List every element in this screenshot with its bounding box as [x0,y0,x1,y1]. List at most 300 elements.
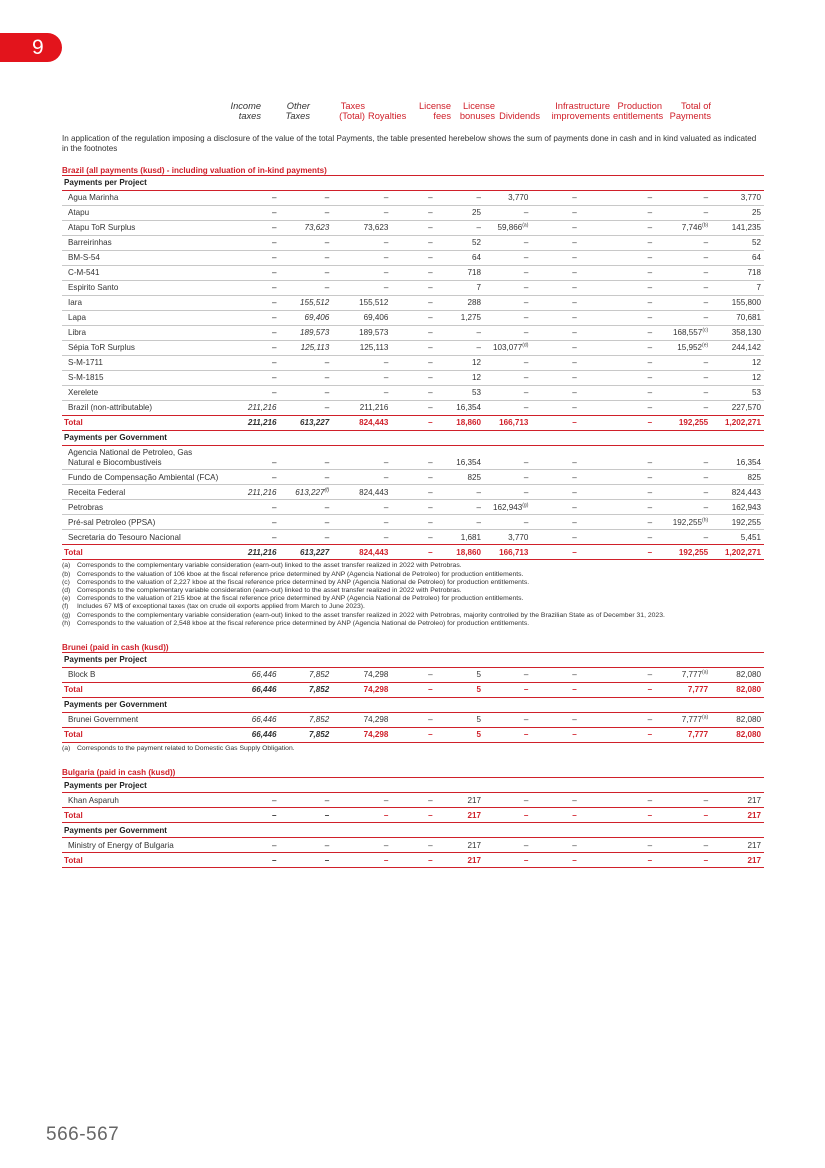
cell-value: – [484,793,531,808]
cell-value: – [580,311,655,326]
cell-value: 824,443 [332,416,391,431]
cell-value: – [580,683,655,698]
cell-value: – [391,251,435,266]
cell-value: – [531,713,579,728]
cell-value: – [391,485,435,500]
cell-value: – [391,683,435,698]
row-label: Agencia National de Petroleo, Gas Natural e Biocombustiveis [62,446,224,470]
total-row [62,416,764,431]
cell-value: – [484,266,531,281]
cell-value: – [224,446,280,470]
cell-value: – [580,191,655,206]
cell-value: – [391,281,435,296]
sections-container [62,166,764,868]
row-label: Total [62,853,224,868]
cell-value: – [580,296,655,311]
cell-value: – [224,251,280,266]
table-row [62,838,764,853]
cell-value: – [580,808,655,823]
cell-value: 12 [711,356,764,371]
cell-value: 74,298 [332,713,391,728]
cell-value: – [655,206,711,221]
cell-value: 155,512 [332,296,391,311]
group-header-row [62,176,764,191]
cell-value: – [484,713,531,728]
cell-value: – [580,853,655,868]
table-row [62,485,764,500]
cell-value: – [531,221,579,236]
chapter-badge: 9 [0,33,62,62]
cell-value: – [531,416,579,431]
cell-value: – [332,356,391,371]
cell-value: 7,852 [279,728,332,743]
column-header: Production entitlements [613,101,664,121]
payments-table [62,175,764,560]
total-row [62,808,764,823]
cell-value: – [655,401,711,416]
cell-value: – [436,485,484,500]
cell-value: – [391,530,435,545]
footnote-marker: (c) [702,327,709,334]
column-header: Taxes (Total) [339,101,365,121]
row-label: Khan Asparuh [62,793,224,808]
cell-value: – [279,500,332,515]
cell-value: – [531,793,579,808]
cell-value: – [531,500,579,515]
cell-value: – [391,545,435,560]
cell-value: 70,681 [711,311,764,326]
cell-value: 217 [436,808,484,823]
group-label: Payments per Government [62,698,764,713]
cell-value: 53 [436,386,484,401]
cell-value: 7,777$^{(a)}$ [655,668,711,683]
table-row [62,281,764,296]
cell-value: – [580,281,655,296]
cell-value: 12 [436,371,484,386]
payments-report [62,97,764,868]
row-label: Secretaria do Tesouro Nacional [62,530,224,545]
total-row [62,728,764,743]
cell-value: 59,866$^{(a)}$ [484,221,531,236]
cell-value: – [391,326,435,341]
cell-value: 192,255 [655,416,711,431]
cell-value: 824,443 [711,485,764,500]
cell-value: 192,255 [711,515,764,530]
column-header: Infrastructure improvements [551,101,610,121]
row-label: Barreirinhas [62,236,224,251]
cell-value: 53 [711,386,764,401]
table-row [62,793,764,808]
cell-value: – [531,236,579,251]
cell-value: 3,770 [484,530,531,545]
cell-value: – [332,515,391,530]
table-row [62,326,764,341]
cell-value: – [279,470,332,485]
footnote: (c) Corresponds to the valuation of 2,227 kboe at the fiscal reference price determined by ANP (Agencia National de Petroleo) for production entitlements. [62,578,530,586]
cell-value: – [332,446,391,470]
cell-value: – [531,668,579,683]
cell-value: – [484,485,531,500]
cell-value: – [436,515,484,530]
cell-value: – [391,728,435,743]
cell-value: – [224,515,280,530]
row-label: Total [62,416,224,431]
cell-value: – [655,356,711,371]
group-label: Payments per Project [62,653,764,668]
section-title: Brunei (paid in cash (kusd)) [62,643,169,653]
cell-value: – [484,838,531,853]
cell-value: – [391,191,435,206]
cell-value: 74,298 [332,683,391,698]
cell-value: 66,446 [224,683,280,698]
cell-value: – [655,386,711,401]
table-row [62,341,764,356]
cell-value: – [580,326,655,341]
row-label: Iara [62,296,224,311]
table-row [62,251,764,266]
cell-value: – [484,206,531,221]
group-header-row [62,823,764,838]
row-label: Petrobras [62,500,224,515]
cell-value: – [391,356,435,371]
cell-value: 217 [436,838,484,853]
cell-value: 227,570 [711,401,764,416]
cell-value: – [531,356,579,371]
cell-value: 189,573 [279,326,332,341]
cell-value: 718 [436,266,484,281]
row-label: Ministry of Energy of Bulgaria [62,838,224,853]
cell-value: 162,943$^{(g)}$ [484,500,531,515]
cell-value: – [224,371,280,386]
cell-value: – [391,341,435,356]
cell-value: – [436,221,484,236]
cell-value: – [391,515,435,530]
cell-value: – [391,668,435,683]
cell-value: – [224,356,280,371]
cell-value: – [484,728,531,743]
cell-value: 141,235 [711,221,764,236]
total-row [62,545,764,560]
section-title: Bulgaria (paid in cash (kusd)) [62,768,176,778]
cell-value: 16,354 [711,446,764,470]
cell-value: – [580,838,655,853]
cell-value: – [391,386,435,401]
cell-value: – [655,281,711,296]
cell-value: – [580,371,655,386]
cell-value: – [279,853,332,868]
cell-value: – [655,808,711,823]
cell-value: 1,202,271 [711,416,764,431]
cell-value: 825 [711,470,764,485]
table-row [62,206,764,221]
cell-value: – [279,371,332,386]
cell-value: – [391,838,435,853]
table-row [62,446,764,470]
cell-value: – [436,500,484,515]
cell-value: 15,952$^{(e)}$ [655,341,711,356]
cell-value: – [531,838,579,853]
cell-value: 1,275 [436,311,484,326]
column-header: Dividends [499,111,540,121]
cell-value: 162,943 [711,500,764,515]
cell-value: – [332,371,391,386]
table-row [62,191,764,206]
cell-value: – [279,401,332,416]
cell-value: 613,227 [279,416,332,431]
group-label: Payments per Project [62,176,764,191]
cell-value: – [580,793,655,808]
footnote: (h) Corresponds to the valuation of 2,548 kboe at the fiscal reference price determined by ANP (Agencia National de Petroleo) for production entitlements. [62,619,530,627]
cell-value: 7 [436,281,484,296]
cell-value: 69,406 [279,311,332,326]
cell-value: 211,216 [332,401,391,416]
cell-value: – [655,853,711,868]
cell-value: – [436,326,484,341]
cell-value: 192,255 [655,545,711,560]
cell-value: – [332,386,391,401]
cell-value: – [484,236,531,251]
cell-value: – [531,808,579,823]
cell-value: – [484,356,531,371]
cell-value: 3,770 [711,191,764,206]
cell-value: 82,080 [711,668,764,683]
cell-value: – [391,713,435,728]
cell-value: – [655,311,711,326]
cell-value: – [655,371,711,386]
cell-value: – [279,266,332,281]
cell-value: 211,216 [224,401,280,416]
cell-value: – [580,356,655,371]
cell-value: 125,113 [279,341,332,356]
cell-value: – [436,191,484,206]
cell-value: – [655,266,711,281]
cell-value: – [391,206,435,221]
cell-value: 192,255$^{(h)}$ [655,515,711,530]
footnote: (d) Corresponds to the complementary variable consideration (earn-out) linked to the asset transfer realized in 2022 with Petrobras. [62,587,462,595]
cell-value: – [224,191,280,206]
cell-value: – [224,221,280,236]
cell-value: 5 [436,683,484,698]
cell-value: – [580,530,655,545]
table-row [62,470,764,485]
table-row [62,515,764,530]
payments-table [62,777,764,868]
cell-value: 244,142 [711,341,764,356]
cell-value: 1,681 [436,530,484,545]
cell-value: – [580,236,655,251]
cell-value: 12 [436,356,484,371]
cell-value: – [531,341,579,356]
cell-value: – [332,793,391,808]
cell-value: – [531,470,579,485]
cell-value: 7 [711,281,764,296]
column-headers [62,97,764,121]
cell-value: 7,777 [655,728,711,743]
cell-value: 73,623 [279,221,332,236]
footnote-marker: (g) [522,502,529,509]
cell-value: – [580,500,655,515]
cell-value: 211,216 [224,485,280,500]
cell-value: – [224,500,280,515]
table-row [62,530,764,545]
cell-value: – [279,281,332,296]
cell-value: – [580,206,655,221]
cell-value: – [531,281,579,296]
cell-value: – [580,545,655,560]
cell-value: – [531,296,579,311]
row-label: Total [62,728,224,743]
table-row [62,266,764,281]
row-label: Libra [62,326,224,341]
column-header: License fees [418,101,451,121]
cell-value: 166,713 [484,545,531,560]
cell-value: – [484,446,531,470]
cell-value: – [531,311,579,326]
footnotes [62,745,764,753]
cell-value: – [531,545,579,560]
cell-value: – [224,296,280,311]
cell-value: – [391,371,435,386]
cell-value: – [580,728,655,743]
cell-value: 18,860 [436,416,484,431]
cell-value: – [655,530,711,545]
cell-value: – [279,838,332,853]
cell-value: – [484,326,531,341]
cell-value: – [391,416,435,431]
cell-value: – [484,371,531,386]
row-label: S-M-1711 [62,356,224,371]
cell-value: – [655,236,711,251]
page-number: 566-567 [46,1124,120,1145]
cell-value: 1,202,271 [711,545,764,560]
cell-value: – [580,470,655,485]
cell-value: – [531,530,579,545]
cell-value: 69,406 [332,311,391,326]
footnote-marker: (a) [522,222,529,229]
cell-value: 82,080 [711,683,764,698]
cell-value: 52 [436,236,484,251]
footnote-marker: (d) [522,342,529,349]
cell-value: – [391,446,435,470]
row-label: Xerelete [62,386,224,401]
footnote-marker: (a) [702,669,709,676]
cell-value: 211,216 [224,545,280,560]
cell-value: – [655,296,711,311]
row-label: Sépia ToR Surplus [62,341,224,356]
cell-value: – [655,500,711,515]
cell-value: – [332,266,391,281]
footnote: (e) Corresponds to the valuation of 215 kboe at the fiscal reference price determined by ANP (Agencia National de Petroleo) for production entitlements. [62,595,524,603]
cell-value: – [580,416,655,431]
table-row [62,386,764,401]
column-header: License bonuses [459,101,495,121]
cell-value: – [332,236,391,251]
row-label: Espirito Santo [62,281,224,296]
cell-value: – [279,793,332,808]
row-label: C-M-541 [62,266,224,281]
cell-value: – [531,191,579,206]
cell-value: – [580,713,655,728]
cell-value: – [580,386,655,401]
row-label: Receita Federal [62,485,224,500]
table-row [62,311,764,326]
row-label: Lapa [62,311,224,326]
payments-table [62,652,764,743]
cell-value: 7,852 [279,683,332,698]
cell-value: 217 [711,808,764,823]
cell-value: – [531,386,579,401]
cell-value: 103,077$^{(d)}$ [484,341,531,356]
cell-value: 18,860 [436,545,484,560]
footnote-marker: (f) [324,487,330,494]
cell-value: – [531,251,579,266]
footnote: (f) Includes 67 M$ of exceptional taxes (tax on crude oil exports applied from March to June 2023). [62,603,365,611]
cell-value: – [436,341,484,356]
cell-value: 52 [711,236,764,251]
intro-text: In application of the regulation imposing a disclosure of the value of the total Payments, the table presented herebelow shows the sum of payments done in cash and in kind valuated as indicated in the footnotes [62,134,757,153]
row-label: Atapu ToR Surplus [62,221,224,236]
cell-value: 7,777 [655,683,711,698]
cell-value: – [224,808,280,823]
cell-value: – [279,191,332,206]
cell-value: – [224,236,280,251]
cell-value: 217 [436,853,484,868]
cell-value: – [224,206,280,221]
row-label: Agua Marinha [62,191,224,206]
cell-value: 613,227 [279,545,332,560]
cell-value: 155,800 [711,296,764,311]
table-row [62,236,764,251]
cell-value: 824,443 [332,545,391,560]
cell-value: – [391,311,435,326]
cell-value: – [224,530,280,545]
cell-value: 211,216 [224,416,280,431]
cell-value: 217 [711,853,764,868]
cell-value: – [484,311,531,326]
cell-value: – [531,401,579,416]
cell-value: 82,080 [711,728,764,743]
cell-value: – [580,668,655,683]
row-label: Brunei Government [62,713,224,728]
cell-value: – [279,236,332,251]
table-row [62,500,764,515]
cell-value: – [484,386,531,401]
column-header: Other Taxes [285,101,310,121]
cell-value: 718 [711,266,764,281]
cell-value: – [279,530,332,545]
row-label: Total [62,683,224,698]
cell-value: – [484,470,531,485]
cell-value: 5,451 [711,530,764,545]
cell-value: – [484,853,531,868]
cell-value: – [224,266,280,281]
group-label: Payments per Project [62,778,764,793]
cell-value: – [531,515,579,530]
row-label: S-M-1815 [62,371,224,386]
cell-value: – [531,485,579,500]
column-header: Royalties [368,111,407,121]
group-label: Payments per Government [62,823,764,838]
cell-value: – [484,683,531,698]
cell-value: – [531,326,579,341]
cell-value: – [332,251,391,266]
cell-value: 125,113 [332,341,391,356]
footnote: (a) Corresponds to the complementary variable consideration (earn-out) linked to the asset transfer realized in 2022 with Petrobras. [62,562,462,570]
cell-value: – [484,251,531,266]
cell-value: – [580,515,655,530]
cell-value: 824,443 [332,485,391,500]
cell-value: – [655,251,711,266]
